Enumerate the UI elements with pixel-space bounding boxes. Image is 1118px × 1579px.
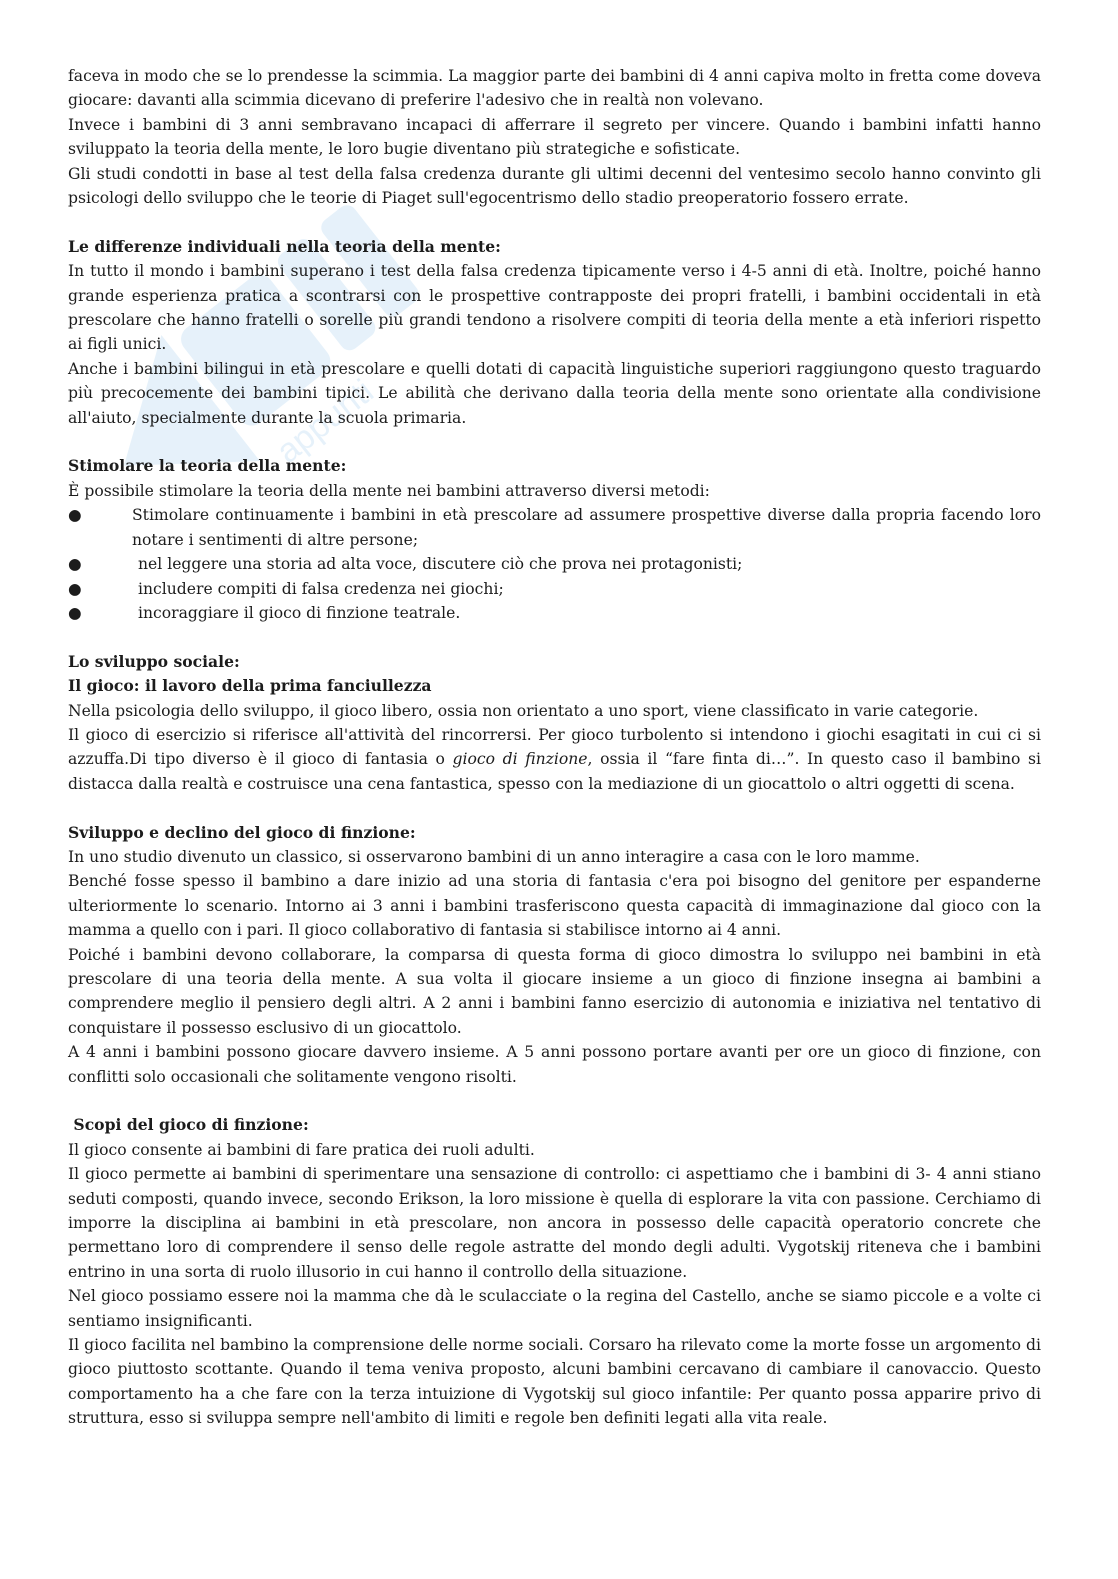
stimolare-intro: È possibile stimolare la teoria della mente nei bambini attraverso diversi metodi:	[68, 481, 710, 500]
bullet-icon: ●	[68, 579, 82, 598]
declino-paragraph-4: A 4 anni i bambini possono giocare davvero insieme. A 5 anni possono portare avanti per ore un gioco di finzione, con conflitti solo occasionali che solitamente vengono risolti.	[68, 1043, 1041, 1086]
list-item-text: incoraggiare il gioco di finzione teatrale.	[138, 603, 461, 622]
scopi-paragraph-4: Il gioco facilita nel bambino la comprensione delle norme sociali. Corsaro ha rilevato come la morte fosse un argomento di gioco piuttosto scottante. Quando il tema veniva proposto, alcuni bambini cercavano di cambiare il canovaccio. Questo comportamento ha a che fare con la terza intuizione di Vygotskij sul gioco infantile: Per quanto possa apparire privo di struttura, esso si sviluppa sempre nell'ambito di limiti e regole ben definiti legati alla vita reale.	[68, 1336, 1041, 1428]
sociale-paragraph-1: Nella psicologia dello sviluppo, il gioco libero, ossia non orientato a uno sport, viene classificato in varie categorie.	[68, 701, 979, 720]
declino-paragraph-2: Benché fosse spesso il bambino a dare inizio ad una storia di fantasia c'era poi bisogno del genitore per espanderne ulteriormente lo scenario. Intorno ai 3 anni i bambini trasferiscono questa capacità di immaginazione dal gioco con la mamma a quello con i pari. Il gioco collaborativo di fantasia si stabilisce intorno ai 4 anni.	[68, 872, 1041, 940]
list-item	[68, 601, 1041, 625]
list-item	[68, 552, 1041, 576]
intro-paragraph-2: Invece i bambini di 3 anni sembravano incapaci di afferrare il segreto per vincere. Quando i bambini infatti hanno sviluppato la teoria della mente, le loro bugie diventano più strategiche e sofisticate.	[68, 115, 1041, 159]
scopi-paragraph-3: Nel gioco possiamo essere noi la mamma che dà le sculacciate o la regina del Castello, anche se siamo piccole e a volte ci sentiamo insignificanti.	[68, 1287, 1041, 1330]
heading-stimolare: Stimolare la teoria della mente:	[68, 456, 347, 476]
heading-sviluppo-sociale: Lo sviluppo sociale:	[68, 651, 240, 671]
heading-differenze: Le differenze individuali nella teoria della mente:	[68, 236, 501, 256]
bullet-icon: ●	[68, 555, 82, 574]
subheading-gioco: Il gioco: il lavoro della prima fanciullezza	[68, 676, 432, 696]
emphasis-gioco-di-finzione: gioco di finzione	[452, 750, 588, 769]
declino-paragraph-3: Poiché i bambini devono collaborare, la comparsa di questa forma di gioco dimostra lo sviluppo nei bambini in età prescolare di una teoria della mente. A sua volta il giocare insieme a un gioco di finzione insegna ai bambini a comprendere meglio il pensiero degli altri. A 2 anni i bambini fanno esercizio di autonomia e iniziativa nel tentativo di conquistare il possesso esclusivo di un giocattolo.	[68, 945, 1041, 1037]
sociale-paragraph-2: Il gioco di esercizio si riferisce all'attività del rincorrersi. Per gioco turbolento si intendono i giochi esagitati in cui ci si azzuffa.Di tipo diverso è il gioco di fantasia o gioco di finzione, ossia il “fare finta di…”. In questo caso il bambino si distacca dalla realtà e costruisce una cena fantastica, spesso con la mediazione di un giocattolo o altri oggetti di scena.	[68, 725, 1042, 793]
intro-paragraph-3: Gli studi condotti in base al test della falsa credenza durante gli ultimi decenni del ventesimo secolo hanno convinto gli psicologi dello sviluppo che le teorie di Piaget sull'egocentrismo dello stadio preoperatorio fossero errate.	[68, 164, 1041, 208]
list-item-text: nel leggere una storia ad alta voce, discutere ciò che prova nei protagonisti;	[138, 555, 743, 574]
list-item-text: includere compiti di falsa credenza nei giochi;	[138, 579, 504, 598]
heading-declino: Sviluppo e declino del gioco di finzione:	[68, 822, 416, 842]
list-item	[68, 577, 1041, 601]
list-item	[68, 503, 1041, 552]
watermark-subtext: appunti	[269, 372, 381, 471]
intro-paragraph-1: faceva in modo che se lo prendesse la scimmia. La maggior parte dei bambini di 4 anni capiva molto in fretta come doveva giocare: davanti alla scimmia dicevano di preferire l'adesivo che in realtà non volevano.	[68, 67, 1041, 110]
differenze-paragraph-1: In tutto il mondo i bambini superano i test della falsa credenza tipicamente verso i 4-5 anni di età. Inoltre, poiché hanno grande esperienza pratica a scontrarsi con le prospettive contrapposte dei propri fratelli, i bambini occidentali in età prescolare che hanno fratelli o sorelle più grandi tendono a risolvere compiti di teoria della mente a età inferiori rispetto ai figli unici.	[68, 262, 1041, 354]
heading-scopi: Scopi del gioco di finzione:	[68, 1115, 309, 1135]
scopi-paragraph-2: Il gioco permette ai bambini di sperimentare una sensazione di controllo: ci aspettiamo che i bambini di 3- 4 anni stiano seduti composti, quando invece, secondo Erikson, la loro missione è quella di esplorare la vita con passione. Cerchiamo di imporre la disciplina ai bambini in età prescolare, non ancora in possesso delle capacità operatorio concrete che permettano loro di comprendere il senso delle regole astratte del mondo degli adulti. Vygotskij riteneva che i bambini entrino in una sorta di ruolo illusorio in cui hanno il controllo della situazione.	[68, 1165, 1041, 1281]
scopi-paragraph-1: Il gioco consente ai bambini di fare pratica dei ruoli adulti.	[68, 1140, 535, 1159]
bullet-icon: ●	[68, 603, 82, 622]
declino-paragraph-1: In uno studio divenuto un classico, si osservarono bambini di un anno interagire a casa con le loro mamme.	[68, 847, 920, 866]
differenze-paragraph-2: Anche i bambini bilingui in età prescolare e quelli dotati di capacità linguistiche superiori raggiungono questo traguardo più precocemente dei bambini tipici. Le abilità che derivano dalla teoria della mente sono orientate alla condivisione all'aiuto, specialmente durante la scuola primaria.	[68, 359, 1041, 427]
document-content	[68, 64, 1041, 1431]
bullet-icon: ●	[68, 506, 82, 525]
list-item-text: Stimolare continuamente i bambini in età prescolare ad assumere prospettive diverse dalla propria facendo loro notare i sentimenti di altre persone;	[132, 506, 1041, 549]
